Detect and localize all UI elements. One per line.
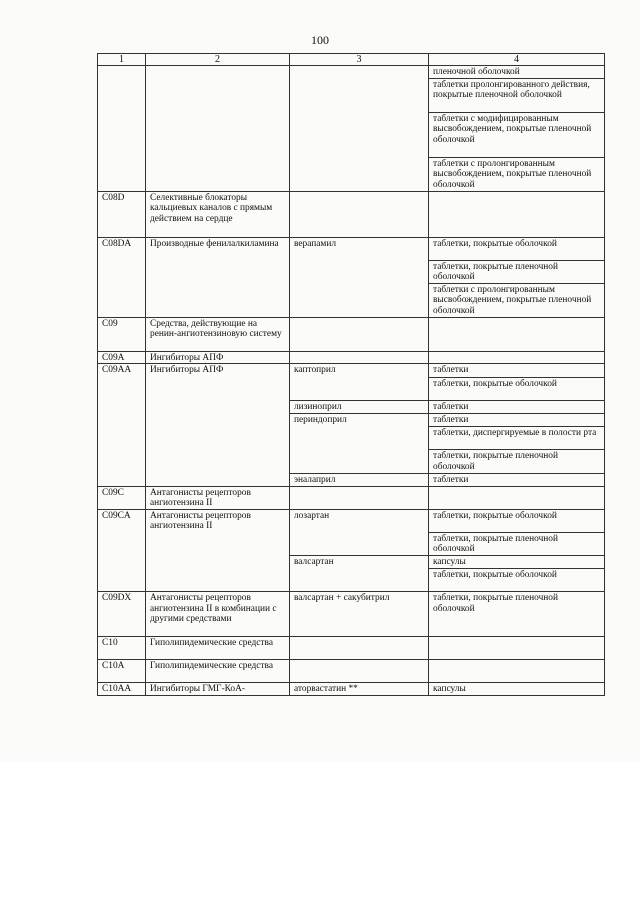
- table-row: [98, 191, 605, 237]
- drug-cell: [290, 659, 429, 682]
- drug-cell: [290, 191, 429, 237]
- drug-cell: [290, 636, 429, 659]
- atc-code-cell: C09A: [98, 351, 146, 364]
- atc-code-cell: C08D: [98, 191, 146, 237]
- group-cell: Ингибиторы ГМГ-КоА-: [146, 682, 290, 695]
- drug-cell: аторвастатин **: [290, 682, 429, 695]
- atc-code-cell: C09AA: [98, 364, 146, 486]
- form-cell: таблетки, покрытые пленочной оболочкой: [429, 591, 605, 636]
- form-cell: капсулы: [429, 682, 605, 695]
- drug-cell: [290, 66, 429, 192]
- group-cell: Антагонисты рецепторов ангиотензина II: [146, 486, 290, 509]
- atc-code-cell: C09: [98, 317, 146, 351]
- group-cell: Ингибиторы АПФ: [146, 364, 290, 486]
- column-header: 4: [429, 54, 605, 66]
- group-cell: Гиполипидемические средства: [146, 659, 290, 682]
- form-cell: таблетки, диспергируемые в полости рта: [429, 427, 605, 450]
- column-header: 1: [98, 54, 146, 66]
- form-cell: пленочной оболочкой: [429, 66, 605, 79]
- atc-code-cell: [98, 66, 146, 192]
- table-row: [98, 591, 605, 636]
- table-row: [98, 237, 605, 260]
- drug-cell: [290, 486, 429, 509]
- drug-cell: лозартан: [290, 509, 429, 555]
- table-row: [98, 351, 605, 364]
- atc-code-cell: C08DA: [98, 237, 146, 317]
- table-row: [98, 66, 605, 79]
- form-cell: таблетки пролонгированного действия, покрытые пленочной оболочкой: [429, 78, 605, 112]
- page-number: 100: [311, 33, 329, 47]
- form-cell: таблетки: [429, 414, 605, 427]
- form-cell: [429, 659, 605, 682]
- form-cell: таблетки: [429, 401, 605, 414]
- form-cell: таблетки, покрытые оболочкой: [429, 509, 605, 532]
- table-row: [98, 659, 605, 682]
- form-cell: таблетки: [429, 364, 605, 378]
- drug-cell: [290, 351, 429, 364]
- drug-cell: периндоприл: [290, 414, 429, 473]
- table-row: [98, 509, 605, 532]
- drug-cell: [290, 317, 429, 351]
- form-cell: таблетки, покрытые пленочной оболочкой: [429, 450, 605, 473]
- drug-cell: валсартан: [290, 555, 429, 591]
- form-cell: таблетки с пролонгированным высвобождением, покрытые пленочной оболочкой: [429, 283, 605, 317]
- table-row: [98, 364, 605, 378]
- atc-code-cell: C09DX: [98, 591, 146, 636]
- atc-code-cell: C10AA: [98, 682, 146, 695]
- group-cell: Производные фенилалкиламина: [146, 237, 290, 317]
- form-cell: таблетки, покрытые оболочкой: [429, 378, 605, 401]
- table-row: [98, 486, 605, 509]
- drug-cell: эналаприл: [290, 473, 429, 486]
- form-cell: таблетки, покрытые оболочкой: [429, 568, 605, 591]
- column-header: 3: [290, 54, 429, 66]
- table-header-row: [98, 54, 605, 66]
- form-cell: [429, 486, 605, 509]
- form-cell: [429, 317, 605, 351]
- form-cell: [429, 636, 605, 659]
- column-header: 2: [146, 54, 290, 66]
- group-cell: Антагонисты рецепторов ангиотензина II в комбинации с другими средствами: [146, 591, 290, 636]
- form-cell: капсулы: [429, 555, 605, 568]
- form-cell: [429, 351, 605, 364]
- group-cell: Антагонисты рецепторов ангиотензина II: [146, 509, 290, 591]
- form-cell: таблетки, покрытые пленочной оболочкой: [429, 260, 605, 283]
- atc-code-cell: C10A: [98, 659, 146, 682]
- form-cell: таблетки с модифицированным высвобождением, покрытые пленочной оболочкой: [429, 112, 605, 157]
- drug-cell: валсартан + сакубитрил: [290, 591, 429, 636]
- form-cell: [429, 191, 605, 237]
- group-cell: Средства, действующие на ренин-ангиотензиновую систему: [146, 317, 290, 351]
- table-row: [98, 317, 605, 351]
- medication-table: [97, 53, 605, 696]
- group-cell: Гиполипидемические средства: [146, 636, 290, 659]
- drug-cell: лизиноприл: [290, 401, 429, 414]
- atc-code-cell: C09CA: [98, 509, 146, 591]
- form-cell: таблетки, покрытые пленочной оболочкой: [429, 532, 605, 555]
- group-cell: Селективные блокаторы кальциевых каналов с прямым действием на сердце: [146, 191, 290, 237]
- form-cell: таблетки с пролонгированным высвобождением, покрытые пленочной оболочкой: [429, 157, 605, 191]
- atc-code-cell: C10: [98, 636, 146, 659]
- group-cell: [146, 66, 290, 192]
- table-row: [98, 682, 605, 695]
- drug-cell: верапамил: [290, 237, 429, 317]
- table-row: [98, 636, 605, 659]
- drug-cell: каптоприл: [290, 364, 429, 401]
- group-cell: Ингибиторы АПФ: [146, 351, 290, 364]
- atc-code-cell: C09C: [98, 486, 146, 509]
- form-cell: таблетки, покрытые оболочкой: [429, 237, 605, 260]
- form-cell: таблетки: [429, 473, 605, 486]
